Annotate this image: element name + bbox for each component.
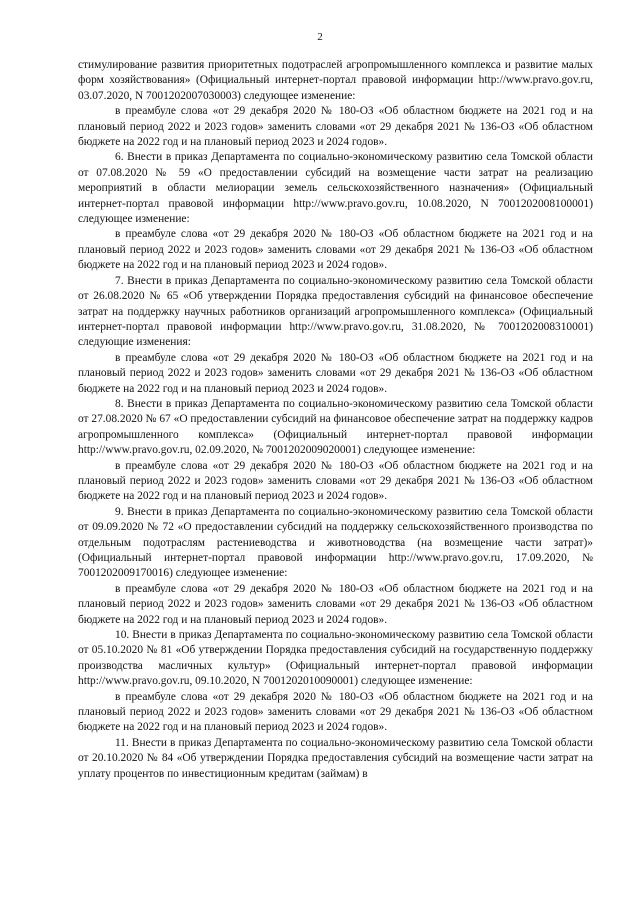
paragraph-preamble-amendment-5: в преамбуле слова «от 29 декабря 2020 № 180-ОЗ «Об областном бюджете на 2021 год и на плановый период 2022 и 2023 годов» заменить словами «от 29 декабря 2021 № 136-ОЗ «Об областном бюджете на 2022 год и на плановый период 2023 и 2024 годов». (78, 105, 593, 149)
paragraph-preamble-amendment-9: в преамбуле слова «от 29 декабря 2020 № 180-ОЗ «Об областном бюджете на 2021 год и на плановый период 2022 и 2023 годов» заменить словами «от 29 декабря 2021 № 136-ОЗ «Об областном бюджете на 2022 год и на плановый период 2023 и 2024 годов». (78, 582, 593, 626)
paragraph-item-10: 10. Внести в приказ Департамента по социально-экономическому развитию села Томской области от 05.10.2020 № 81 «Об утверждении Порядка предоставления субсидий на государственную поддержку производства масличных культур» (Официальный интернет-портал правовой информации http://www.pravo.gov.ru, 09.10.2020, N 7001202010090001) следующее изменение: (78, 629, 593, 688)
paragraph-preamble-amendment-8: в преамбуле слова «от 29 декабря 2020 № 180-ОЗ «Об областном бюджете на 2021 год и на плановый период 2022 и 2023 годов» заменить словами «от 29 декабря 2021 № 136-ОЗ «Об областном бюджете на 2022 год и на плановый период 2023 и 2024 годов». (78, 459, 593, 503)
paragraph-preamble-amendment-7: в преамбуле слова «от 29 декабря 2020 № 180-ОЗ «Об областном бюджете на 2021 год и на плановый период 2022 и 2023 годов» заменить словами «от 29 декабря 2021 № 136-ОЗ «Об областном бюджете на 2022 год и на плановый период 2023 и 2024 годов». (78, 351, 593, 395)
paragraph-item-6: 6. Внести в приказ Департамента по социально-экономическому развитию села Томской области от 07.08.2020 № 59 «О предоставлении субсидий на возмещение части затрат на реализацию мероприятий в области мелиорации земель сельскохозяйственного назначения» (Официальный интернет-портал правовой информации http://www.pravo.gov.ru, 10.08.2020, N 7001202008100001) следующее изменение: (78, 151, 593, 226)
paragraph-item-8: 8. Внести в приказ Департамента по социально-экономическому развитию села Томской области от 27.08.2020 № 67 «О предоставлении субсидий на финансовое обеспечение затрат на поддержку кадров агропромышленного комплекса» (Официальный интернет-портал правовой информации http://www.pravo.gov.ru, 02.09.2020, № 7001202009020001) следующее изменение: (78, 397, 593, 457)
document-body (78, 58, 593, 782)
page-number: 2 (317, 31, 323, 43)
paragraph-item-7: 7. Внести в приказ Департамента по социально-экономическому развитию села Томской области от 26.08.2020 № 65 «Об утверждении Порядка предоставления субсидий на финансовое обеспечение затрат на поддержку научных работников организаций агропромышленного комплекса» (Официальный интернет-портал правовой информации http://www.pravo.gov.ru, 31.08.2020, № 7001202008310001) следующие изменения: (78, 274, 593, 349)
paragraph-item-11: 11. Внести в приказ Департамента по социально-экономическому развитию села Томской области от 20.10.2020 № 84 «Об утверждении Порядка предоставления субсидий на возмещение части затрат на уплату процентов по инвестиционным кредитам (займам) в (78, 736, 593, 780)
paragraph-item-9: 9. Внести в приказ Департамента по социально-экономическому развитию села Томской области от 09.09.2020 № 72 «О предоставлении субсидий на поддержку сельскохозяйственного производства по отдельным подотраслям растениеводства и животноводства (на возмещение части затрат)» (Официальный интернет-портал правовой информации http://www.pravo.gov.ru, 17.09.2020, № 7001202009170016) следующее изменение: (78, 505, 593, 580)
paragraph-preamble-amendment-6: в преамбуле слова «от 29 декабря 2020 № 180-ОЗ «Об областном бюджете на 2021 год и на плановый период 2022 и 2023 годов» заменить словами «от 29 декабря 2021 № 136-ОЗ «Об областном бюджете на 2022 год и на плановый период 2023 и 2024 годов». (78, 228, 593, 272)
paragraph-continuation-5: стимулирование развития приоритетных подотраслей агропромышленного комплекса и развитие малых форм хозяйствования» (Официальный интернет-портал правовой информации http://www.pravo.gov.ru, 03.07.2020, N 7001202007030003) следующее изменение: (78, 59, 593, 102)
paragraph-preamble-amendment-10: в преамбуле слова «от 29 декабря 2020 № 180-ОЗ «Об областном бюджете на 2021 год и на плановый период 2022 и 2023 годов» заменить словами «от 29 декабря 2021 № 136-ОЗ «Об областном бюджете на 2022 год и на плановый период 2023 и 2024 годов». (78, 690, 593, 734)
